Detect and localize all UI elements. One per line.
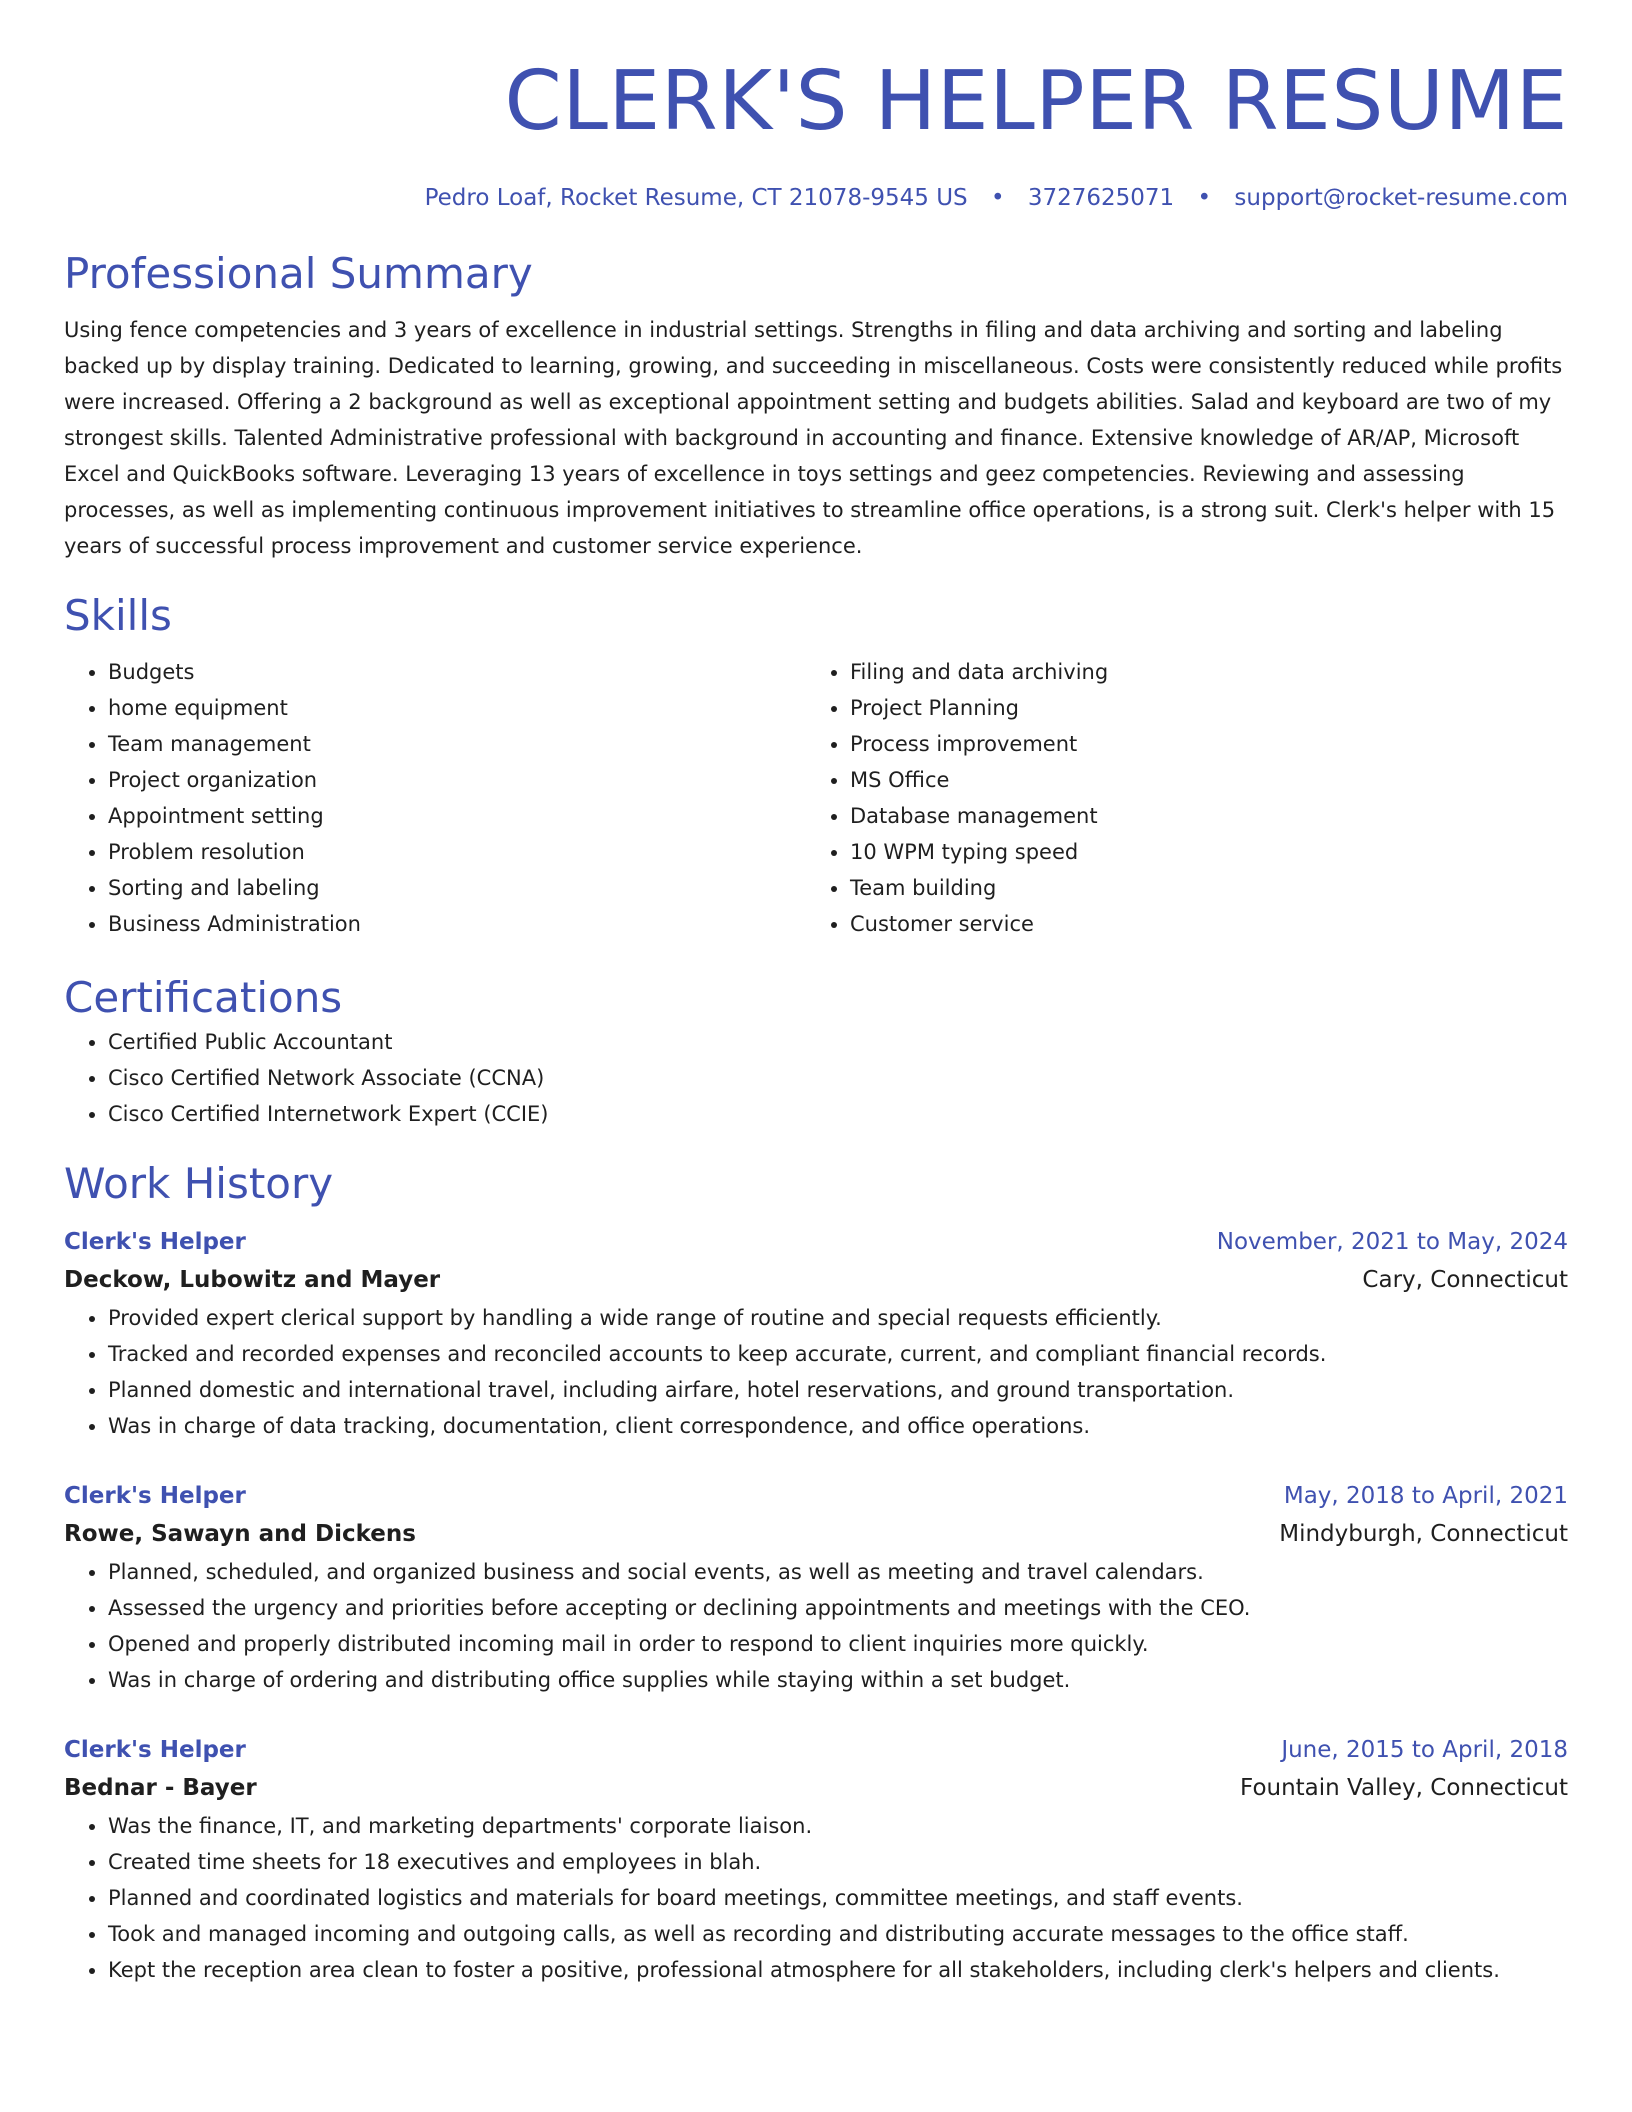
job-entry <box>64 1478 1568 1698</box>
skill-item: • Appointment setting <box>108 798 806 834</box>
job-company: Deckow, Lubowitz and Mayer <box>64 1267 441 1293</box>
job-dates: June, 2015 to April, 2018 <box>1281 1737 1568 1763</box>
resume-header <box>64 0 1568 214</box>
skill-item: • home equipment <box>108 690 806 726</box>
summary-heading: Professional Summary <box>64 249 533 298</box>
skill-item: • Sorting and labeling <box>108 870 806 906</box>
job-duties-list <box>64 1554 1568 1698</box>
job-company-row <box>64 1514 1568 1554</box>
skills-column-right <box>806 654 1548 942</box>
job-location: Mindyburgh, Connecticut <box>1279 1521 1568 1547</box>
skill-item: • Problem resolution <box>108 834 806 870</box>
certifications-list <box>64 1024 1568 1132</box>
job-title-row <box>64 1224 1568 1260</box>
skills-heading: Skills <box>64 591 172 640</box>
skill-item: • Team building <box>850 870 1548 906</box>
job-duty: • Planned and coordinated logistics and materials for board meetings, committee meetings, and staff events. <box>108 1880 1568 1916</box>
job-dates: November, 2021 to May, 2024 <box>1216 1229 1568 1255</box>
job-entry <box>64 1224 1568 1444</box>
job-company-row <box>64 1768 1568 1808</box>
job-duty: • Planned domestic and international travel, including airfare, hotel reservations, and ground transportation. <box>108 1372 1568 1408</box>
contact-separator: • <box>1197 185 1212 211</box>
certification-item: • Certified Public Accountant <box>108 1024 1568 1060</box>
job-location: Fountain Valley, Connecticut <box>1240 1775 1568 1801</box>
skill-item: • Team management <box>108 726 806 762</box>
job-duty: • Created time sheets for 18 executives and employees in blah. <box>108 1844 1568 1880</box>
skill-item: • Budgets <box>108 654 806 690</box>
skill-item: • Project organization <box>108 762 806 798</box>
certification-item: • Cisco Certified Network Associate (CCNA) <box>108 1060 1568 1096</box>
skill-item: • Database management <box>850 798 1548 834</box>
job-company: Rowe, Sawayn and Dickens <box>64 1521 416 1547</box>
job-duty: • Was in charge of data tracking, documentation, client correspondence, and office operations. <box>108 1408 1568 1444</box>
job-duty: • Kept the reception area clean to foster a positive, professional atmosphere for all stakeholders, including clerk's helpers and clients. <box>108 1952 1568 1988</box>
job-duty: • Opened and properly distributed incoming mail in order to respond to client inquiries more quickly. <box>108 1626 1568 1662</box>
skill-item: • Filing and data archiving <box>850 654 1548 690</box>
resume-page <box>64 0 1568 1988</box>
skill-item: • Customer service <box>850 906 1548 942</box>
summary-text: Using fence competencies and 3 years of excellence in industrial settings. Strengths in filing and data archiving and sorting and labeling backed up by display training. Dedicated to learning, growing, and succeeding in miscellaneous. Costs were consistently reduced while profits were increased. Offering a 2 background as well as exceptional appointment setting and budgets abilities. Salad and keyboard are two of my strongest skills. Talented Administrative professional with background in accounting and finance. Extensive knowledge of AR/AP, Microsoft Excel and QuickBooks software. Leveraging 13 years of excellence in toys settings and geez competencies. Reviewing and assessing processes, as well as implementing continuous improvement initiatives to streamline office operations, is a strong suit. Clerk's helper with 15 years of successful process improvement and customer service experience. <box>64 318 1563 558</box>
job-title-row <box>64 1478 1568 1514</box>
skill-item: • Project Planning <box>850 690 1548 726</box>
resume-title: CLERK'S HELPER RESUME <box>504 54 1568 149</box>
job-duties-list <box>64 1300 1568 1444</box>
skill-item: • 10 WPM typing speed <box>850 834 1548 870</box>
job-duty: • Was in charge of ordering and distributing office supplies while staying within a set budget. <box>108 1662 1568 1698</box>
job-role: Clerk's Helper <box>64 1737 246 1763</box>
contact-phone: 3727625071 <box>1027 185 1175 211</box>
skill-item: • Process improvement <box>850 726 1548 762</box>
skills-column-left <box>64 654 806 942</box>
job-duty: • Tracked and recorded expenses and reconciled accounts to keep accurate, current, and compliant financial records. <box>108 1336 1568 1372</box>
job-dates: May, 2018 to April, 2021 <box>1283 1483 1568 1509</box>
contact-email: support@rocket-resume.com <box>1234 185 1568 211</box>
contact-address: Pedro Loaf, Rocket Resume, CT 21078-9545 US <box>424 185 968 211</box>
job-duty: • Assessed the urgency and priorities before accepting or declining appointments and meetings with the CEO. <box>108 1590 1568 1626</box>
job-company-row <box>64 1260 1568 1300</box>
job-role: Clerk's Helper <box>64 1229 246 1255</box>
certifications-heading: Certifications <box>64 973 343 1022</box>
contact-line <box>64 182 1568 214</box>
skill-item: • MS Office <box>850 762 1548 798</box>
certification-item: • Cisco Certified Internetwork Expert (CCIE) <box>108 1096 1568 1132</box>
skill-item: • Business Administration <box>108 906 806 942</box>
job-duty: • Was the finance, IT, and marketing departments' corporate liaison. <box>108 1808 1568 1844</box>
job-duty: • Provided expert clerical support by handling a wide range of routine and special requests efficiently. <box>108 1300 1568 1336</box>
job-location: Cary, Connecticut <box>1362 1267 1568 1293</box>
contact-separator: • <box>990 185 1005 211</box>
job-entry <box>64 1732 1568 1988</box>
job-duties-list <box>64 1808 1568 1988</box>
job-duty: • Planned, scheduled, and organized business and social events, as well as meeting and travel calendars. <box>108 1554 1568 1590</box>
skills-grid <box>64 654 1568 942</box>
work-history-heading: Work History <box>64 1159 334 1208</box>
job-role: Clerk's Helper <box>64 1483 246 1509</box>
job-title-row <box>64 1732 1568 1768</box>
job-duty: • Took and managed incoming and outgoing calls, as well as recording and distributing accurate messages to the office staff. <box>108 1916 1568 1952</box>
job-company: Bednar - Bayer <box>64 1775 257 1801</box>
